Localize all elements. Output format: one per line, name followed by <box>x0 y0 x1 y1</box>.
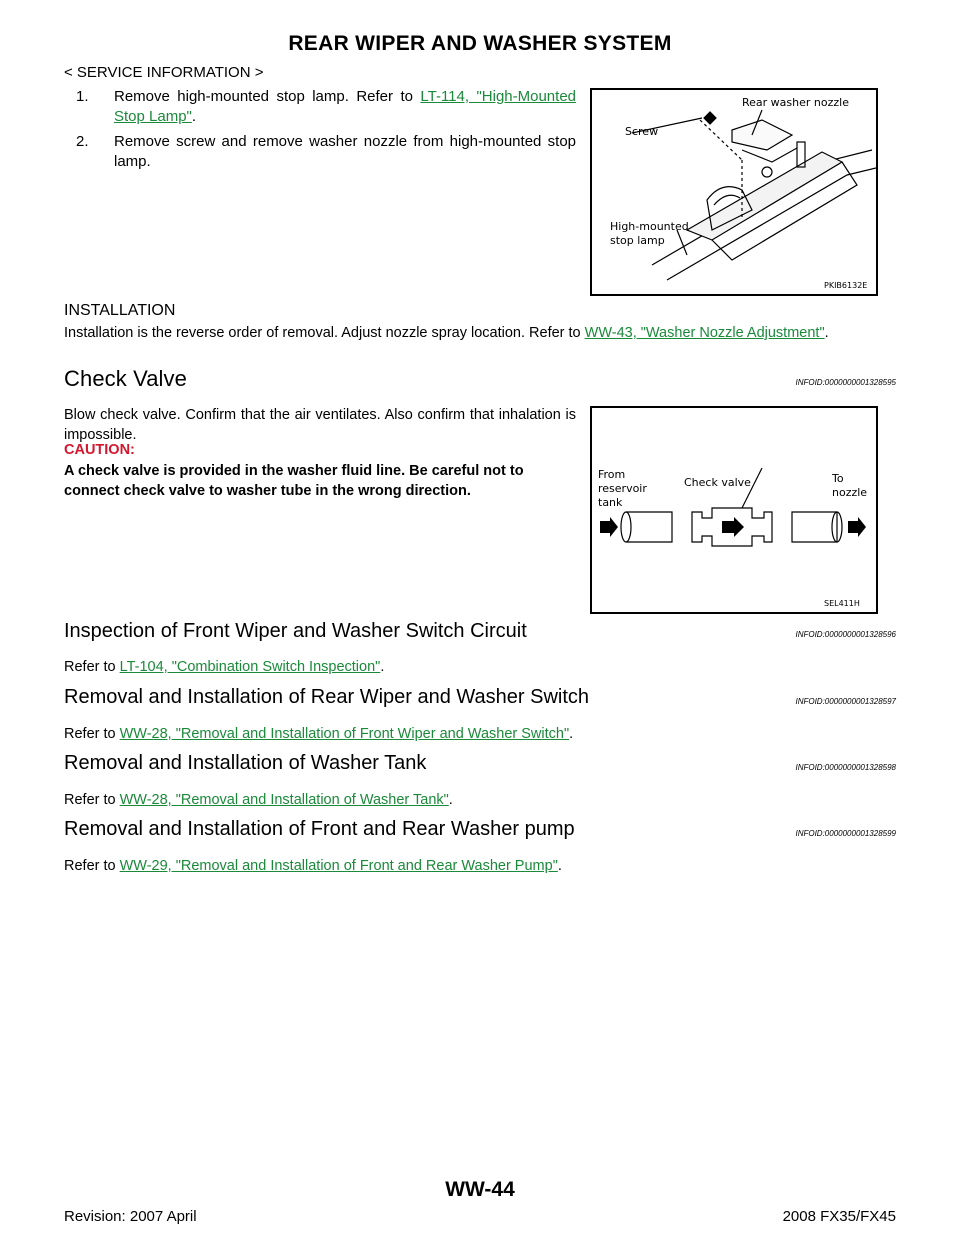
label-rear-washer-nozzle: Rear washer nozzle <box>742 96 849 109</box>
caution-text: A check valve is provided in the washer fluid line. Be careful not to connect check valve to washer tube in the wrong direction. <box>64 463 524 499</box>
figure-check-valve <box>590 406 878 614</box>
footer-revision: Revision: 2007 April <box>64 1208 197 1225</box>
figure-washer-nozzle <box>590 88 878 296</box>
link-ww-43[interactable]: WW-43, "Washer Nozzle Adjustment" <box>584 325 825 341</box>
section-reference: Refer to WW-28, "Removal and Installation of Front Wiper and Washer Switch". <box>64 726 574 742</box>
section-heading-washer-pump: Removal and Installation of Front and Rear Washer pump <box>64 818 575 840</box>
section-infoid: INFOID:0000000001328597 <box>795 697 896 706</box>
installation-text: Installation is the reverse order of removal. Adjust nozzle spray location. Refer to WW-43, "Washer Nozzle Adjustment". <box>64 325 829 341</box>
check-valve-infoid: INFOID:0000000001328595 <box>795 378 896 387</box>
label-to: To <box>832 472 844 485</box>
caution-label: CAUTION: <box>64 442 135 458</box>
link-lt-114[interactable]: LT-114, "High-Mounted Stop Lamp" <box>114 88 577 125</box>
flow-arrow-icon <box>722 517 744 537</box>
check-valve-text: Blow check valve. Confirm that the air ventilates. Also confirm that inhalation is impossible. <box>64 407 576 443</box>
label-from: From <box>598 468 626 481</box>
link-ww-28-tank[interactable]: WW-28, "Removal and Installation of Washer Tank" <box>119 792 449 808</box>
step-text: Remove screw and remove washer nozzle from high-mounted stop lamp. <box>114 133 576 170</box>
flow-arrow-icon <box>848 517 866 537</box>
figure-code: SEL411H <box>824 599 860 608</box>
label-reservoir: reservoir <box>598 482 647 495</box>
footer-model: 2008 FX35/FX45 <box>782 1208 896 1225</box>
removal-step-1: 1. Remove high-mounted stop lamp. Refer to LT-114, "High-Mounted Stop Lamp". <box>76 88 577 125</box>
step-number: 1. <box>76 88 89 105</box>
link-ww-28-switch[interactable]: WW-28, "Removal and Installation of Front Wiper and Washer Switch" <box>119 726 570 742</box>
label-tank: tank <box>598 496 623 509</box>
step-text: Remove high-mounted stop lamp. Refer to <box>114 88 421 105</box>
label-nozzle: nozzle <box>832 486 868 499</box>
page-header-title: REAR WIPER AND WASHER SYSTEM <box>288 32 672 55</box>
page-number: WW-44 <box>445 1178 515 1201</box>
section-heading-rear-switch: Removal and Installation of Rear Wiper and Washer Switch <box>64 686 590 708</box>
installation-heading: INSTALLATION <box>64 302 176 319</box>
section-reference: Refer to WW-28, "Removal and Installation of Washer Tank". <box>64 792 453 808</box>
section-heading-washer-tank: Removal and Installation of Washer Tank <box>64 752 427 774</box>
section-infoid: INFOID:0000000001328598 <box>795 763 896 772</box>
label-high-mounted: High-mounted <box>610 220 689 233</box>
section-reference: Refer to LT-104, "Combination Switch Inspection". <box>64 659 385 675</box>
link-lt-104[interactable]: LT-104, "Combination Switch Inspection" <box>119 659 381 675</box>
check-valve-heading: Check Valve <box>64 366 187 391</box>
section-infoid: INFOID:0000000001328596 <box>795 630 896 639</box>
label-check-valve: Check valve <box>684 476 751 489</box>
step-number: 2. <box>76 133 89 150</box>
flow-arrow-icon <box>600 517 618 537</box>
link-ww-29-pump[interactable]: WW-29, "Removal and Installation of Front and Rear Washer Pump" <box>119 858 558 874</box>
washer-nozzle-illustration <box>592 90 876 294</box>
removal-step-2 <box>76 132 576 172</box>
label-screw: Screw <box>625 125 659 138</box>
section-heading-inspection: Inspection of Front Wiper and Washer Switch Circuit <box>64 620 527 642</box>
check-valve-illustration <box>592 408 876 612</box>
section-infoid: INFOID:0000000001328599 <box>795 829 896 838</box>
section-reference: Refer to WW-29, "Removal and Installation of Front and Rear Washer Pump". <box>64 858 562 874</box>
figure-code: PKIB6132E <box>824 281 868 290</box>
page-header-subtitle: < SERVICE INFORMATION > <box>64 64 264 81</box>
label-stop-lamp: stop lamp <box>610 234 665 247</box>
